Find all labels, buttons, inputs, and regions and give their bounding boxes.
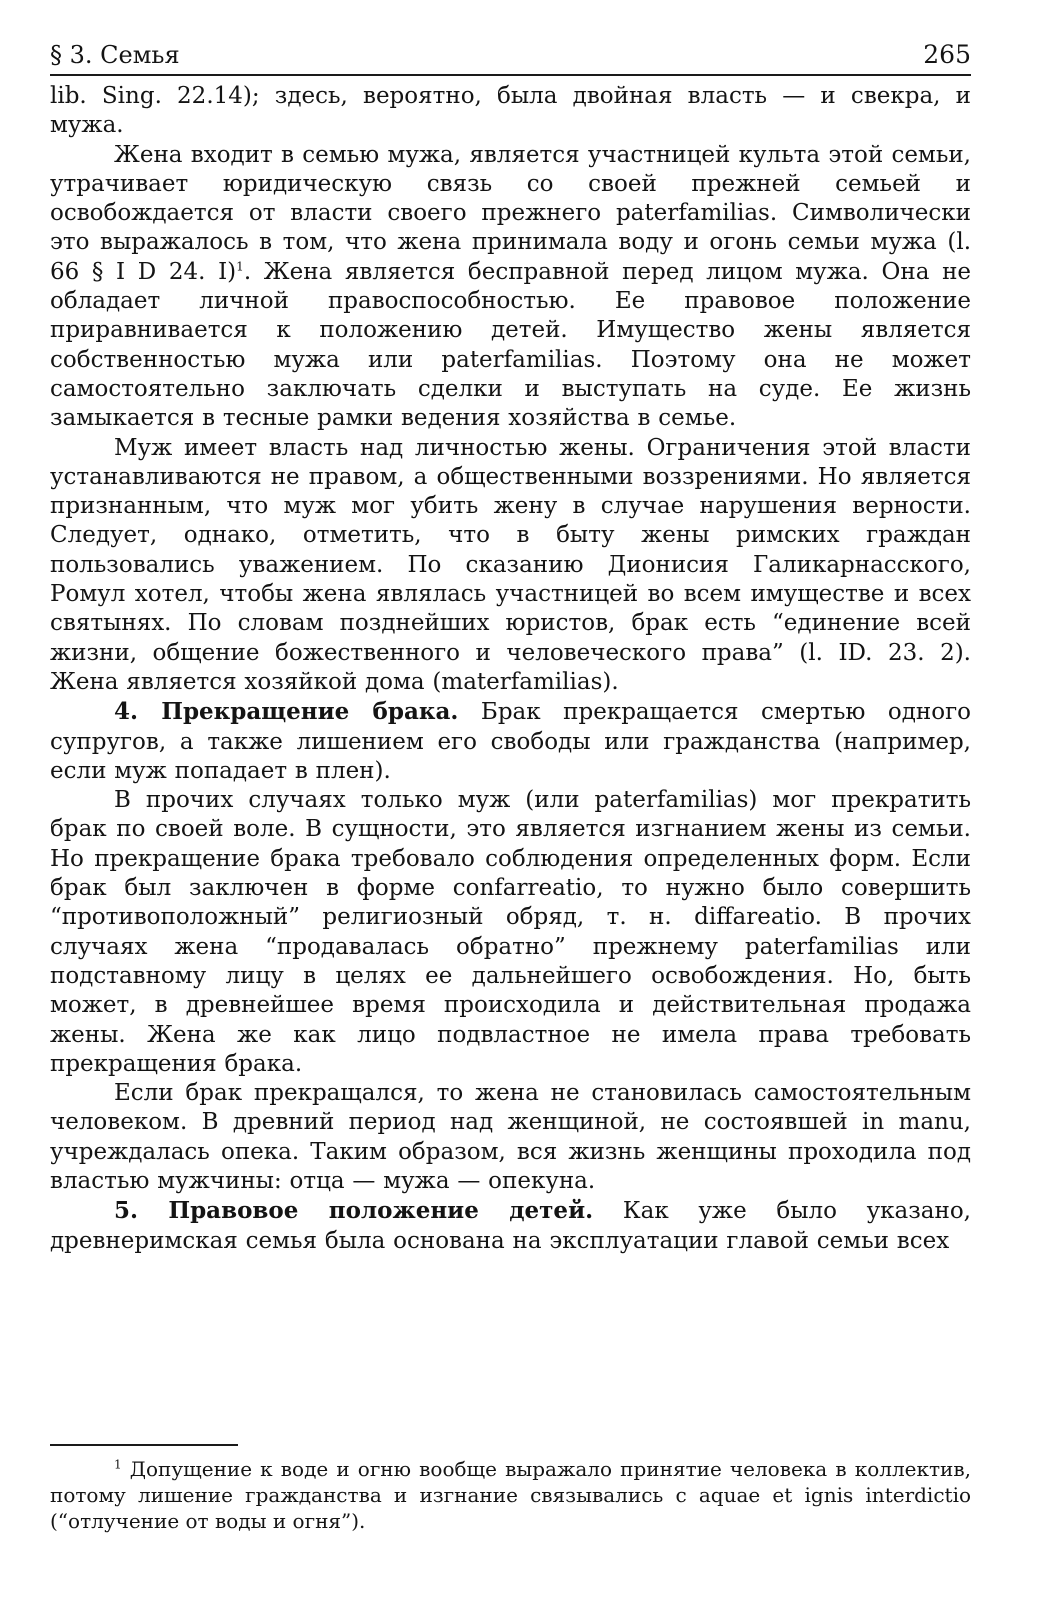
punctuation: . bbox=[243, 258, 252, 285]
paragraph: Муж имеет власть над личностью жены. Ограничения этой власти устанавливаются не правом, а общественными воззрениями. Но является признанным, что муж мог убить жену в случае нарушения верности. Следует, однако, отметить, что в быту жены римских граждан пользовались уважением. По сказанию Дионисия Галикарнасского, Ромул хотел, чтобы жена являлась участницей во всем имуществе и всех святынях. По словам позднейших юристов, брак есть “единение всей жизни, общение божественного и человеческого права” (l. ID. 23. 2). Жена является хозяйкой дома (materfamilias). bbox=[50, 434, 971, 695]
subsection-heading: 4. Прекращение брака. bbox=[114, 698, 459, 726]
page-number: 265 bbox=[923, 40, 971, 69]
paragraph-text: Жена является бесправной перед лицом мужа. Она не обладает личной правоспособностью. Ее правовое положение приравнивается к положению детей. Имущество жены является собственностью мужа или paterfamilias. Поэтому она не может самостоятельно заключать сделки и выступать на суде. Ее жизнь замыкается в тесные рамки ведения хозяйства в семье. bbox=[50, 258, 972, 432]
paragraph bbox=[50, 141, 971, 434]
paragraph: Если брак прекращался, то жена не становилась самостоятельным человеком. В древний период над женщиной, не состоявшей in manu, учреждалась опека. Таким образом, вся жизнь женщины проходила под властью мужчины: отца — мужа — опекуна. bbox=[50, 1080, 971, 1194]
footnote-text: Допущение к воде и огню вообще выражало принятие человека в коллектив, потому лишение гражданства и изгнание связывались с aquae et ignis interdictio (“отлучение от воды и огня”). bbox=[50, 1457, 971, 1533]
subsection-heading: 5. Правовое положение детей. bbox=[114, 1197, 594, 1225]
paragraph bbox=[50, 1196, 971, 1256]
footnote-number: 1 bbox=[114, 1457, 122, 1472]
footnote-separator bbox=[50, 1444, 238, 1446]
section-title: § 3. Семья bbox=[50, 41, 180, 69]
paragraph-text: Брак прекращается смертью одного супругов, а также лишением его свободы или гражданства (например, если муж попадает в плен). bbox=[50, 699, 971, 784]
paragraph: lib. Sing. 22.14); здесь, вероятно, была двойная власть — и свекра, и мужа. bbox=[50, 83, 971, 139]
running-header bbox=[50, 40, 971, 76]
paragraph-text: Как уже было указано, древнеримская семья была основана на эксплуатации главой семьи всех bbox=[50, 1198, 971, 1254]
footnote bbox=[50, 1456, 971, 1534]
paragraph: В прочих случаях только муж (или paterfamilias) мог прекратить брак по своей воле. В сущности, это является изгнанием жены из семьи. Но прекращение брака требовало соблюдения определенных форм. Если брак был заключен в форме confarreatio, то нужно было совершить “противоположный” религиозный обряд, т. н. diffareatio. В прочих случаях жена “продавалась обратно” прежнему paterfamilias или подставному лицу в целях ее дальнейшего освобождения. Но, быть может, в древнейшее время происходила и действительная продажа жены. Жена же как лицо подвластное не имела права требовать прекращения брака. bbox=[50, 787, 971, 1077]
footnote-reference: 1 bbox=[236, 259, 244, 274]
book-page bbox=[50, 40, 971, 1570]
paragraph-text: Жена входит в семью мужа, является участницей культа этой семьи, утрачивает юридическую связь со своей прежней семьей и освобождается от власти своего прежнего paterfamilias. Символически это выражалось в том, что жена принимала воду и огонь семьи мужа (l. 66 § I D 24. I) bbox=[50, 141, 971, 285]
paragraph bbox=[50, 697, 971, 786]
main-text bbox=[50, 82, 971, 1256]
